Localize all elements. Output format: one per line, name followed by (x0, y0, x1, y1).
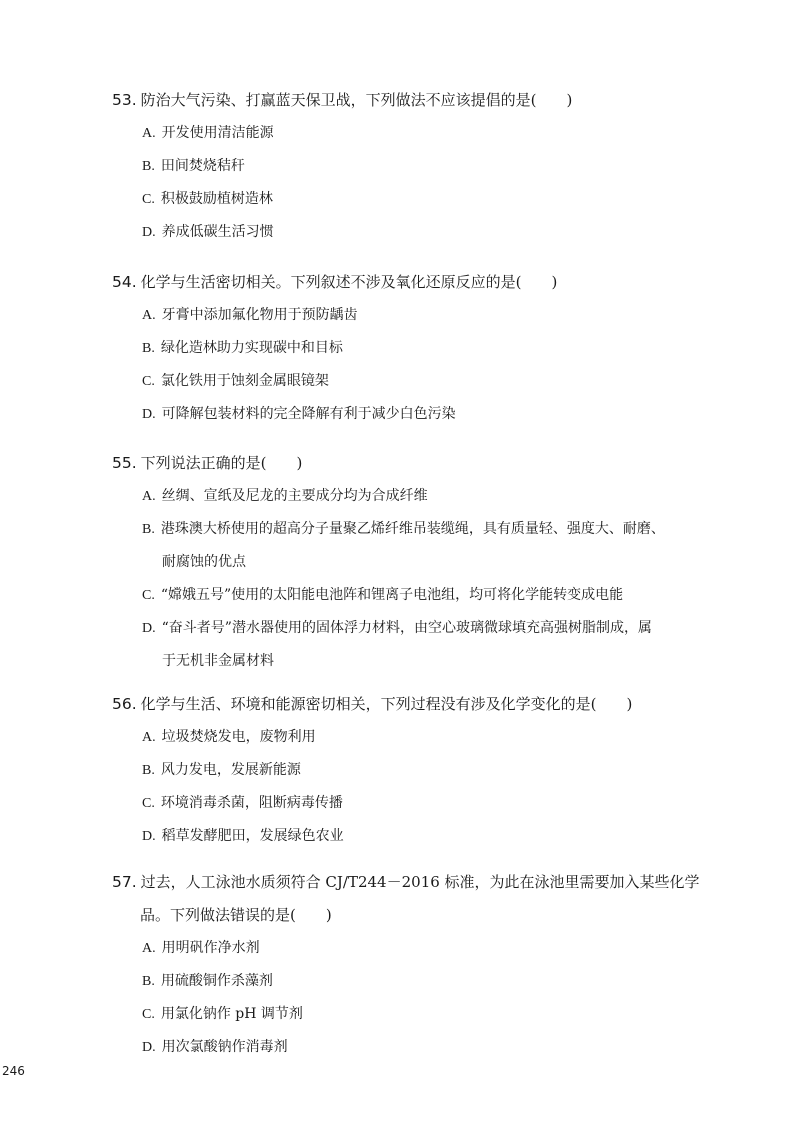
option-b: B. 港珠澳大桥使用的超高分子量聚乙烯纤维吊装缆绳，具有质量轻、强度大、耐磨、 耐腐蚀的优点 (112, 513, 712, 579)
question-stem-continuation: 品。下列做法错误的是( ) (140, 906, 332, 924)
question-text: 化学与生活、环境和能源密切相关，下列过程没有涉及化学变化的是( ) (140, 695, 633, 713)
option-d: D. “奋斗者号”潜水器使用的固体浮力材料，由空心玻璃微球填充高强树脂制成，属 于无机非金属材料 (112, 612, 712, 678)
option-d: D. 养成低碳生活习惯 (142, 224, 274, 240)
question-57 (112, 866, 712, 1064)
question-number: 54. (112, 273, 137, 291)
option-b: B. 绿化造林助力实现碳中和目标 (142, 340, 343, 356)
option-b: B. 风力发电，发展新能源 (142, 762, 301, 778)
question-number: 56. (112, 695, 137, 713)
question-stem (112, 866, 712, 899)
option-a: A. 垃圾焚烧发电，废物利用 (142, 729, 316, 745)
question-56 (112, 688, 712, 853)
question-54 (112, 266, 712, 431)
option-d: D. 可降解包装材料的完全降解有利于减少白色污染 (142, 406, 456, 422)
page-number: 246 (2, 1064, 25, 1078)
option-c: C. 积极鼓励植树造林 (142, 191, 273, 207)
option-b: B. 用硫酸铜作杀藻剂 (142, 973, 273, 989)
question-number: 57. (112, 873, 137, 891)
option-c: C. 环境消毒杀菌，阻断病毒传播 (142, 795, 343, 811)
option-list (112, 117, 712, 249)
question-53 (112, 84, 712, 249)
question-55 (112, 447, 712, 678)
question-stem (112, 447, 712, 480)
option-b: B. 田间焚烧秸秆 (142, 158, 245, 174)
question-stem (112, 84, 712, 117)
option-continuation: 耐腐蚀的优点 (162, 554, 246, 570)
question-number: 55. (112, 454, 137, 472)
question-stem (112, 688, 712, 721)
option-c: C. 氯化铁用于蚀刻金属眼镜架 (142, 373, 329, 389)
option-a: A. 用明矾作净水剂 (142, 940, 260, 956)
question-stem (112, 266, 712, 299)
option-list (112, 299, 712, 431)
option-list (112, 480, 712, 678)
question-number: 53. (112, 91, 137, 109)
option-c: C. 用氯化钠作 pH 调节剂 (142, 1006, 303, 1022)
option-a: A. 牙膏中添加氟化物用于预防龋齿 (142, 307, 358, 323)
option-continuation: 于无机非金属材料 (162, 653, 274, 669)
question-text: 下列说法正确的是( ) (140, 454, 303, 472)
option-c: C. “嫦娥五号”使用的太阳能电池阵和锂离子电池组，均可将化学能转变成电能 (142, 587, 624, 603)
option-a: A. 开发使用清洁能源 (142, 125, 274, 141)
option-list (112, 932, 712, 1064)
option-d: D. 稻草发酵肥田，发展绿色农业 (142, 828, 344, 844)
option-a: A. 丝绸、宣纸及尼龙的主要成分均为合成纤维 (142, 488, 428, 504)
question-text: 过去，人工泳池水质须符合 CJ/T244－2016 标准，为此在泳池里需要加入某些化学 (140, 873, 700, 891)
question-text: 防治大气污染、打赢蓝天保卫战，下列做法不应该提倡的是( ) (140, 91, 573, 109)
question-text: 化学与生活密切相关。下列叙述不涉及氧化还原反应的是( ) (140, 273, 558, 291)
option-d: D. 用次氯酸钠作消毒剂 (142, 1039, 288, 1055)
option-list (112, 721, 712, 853)
